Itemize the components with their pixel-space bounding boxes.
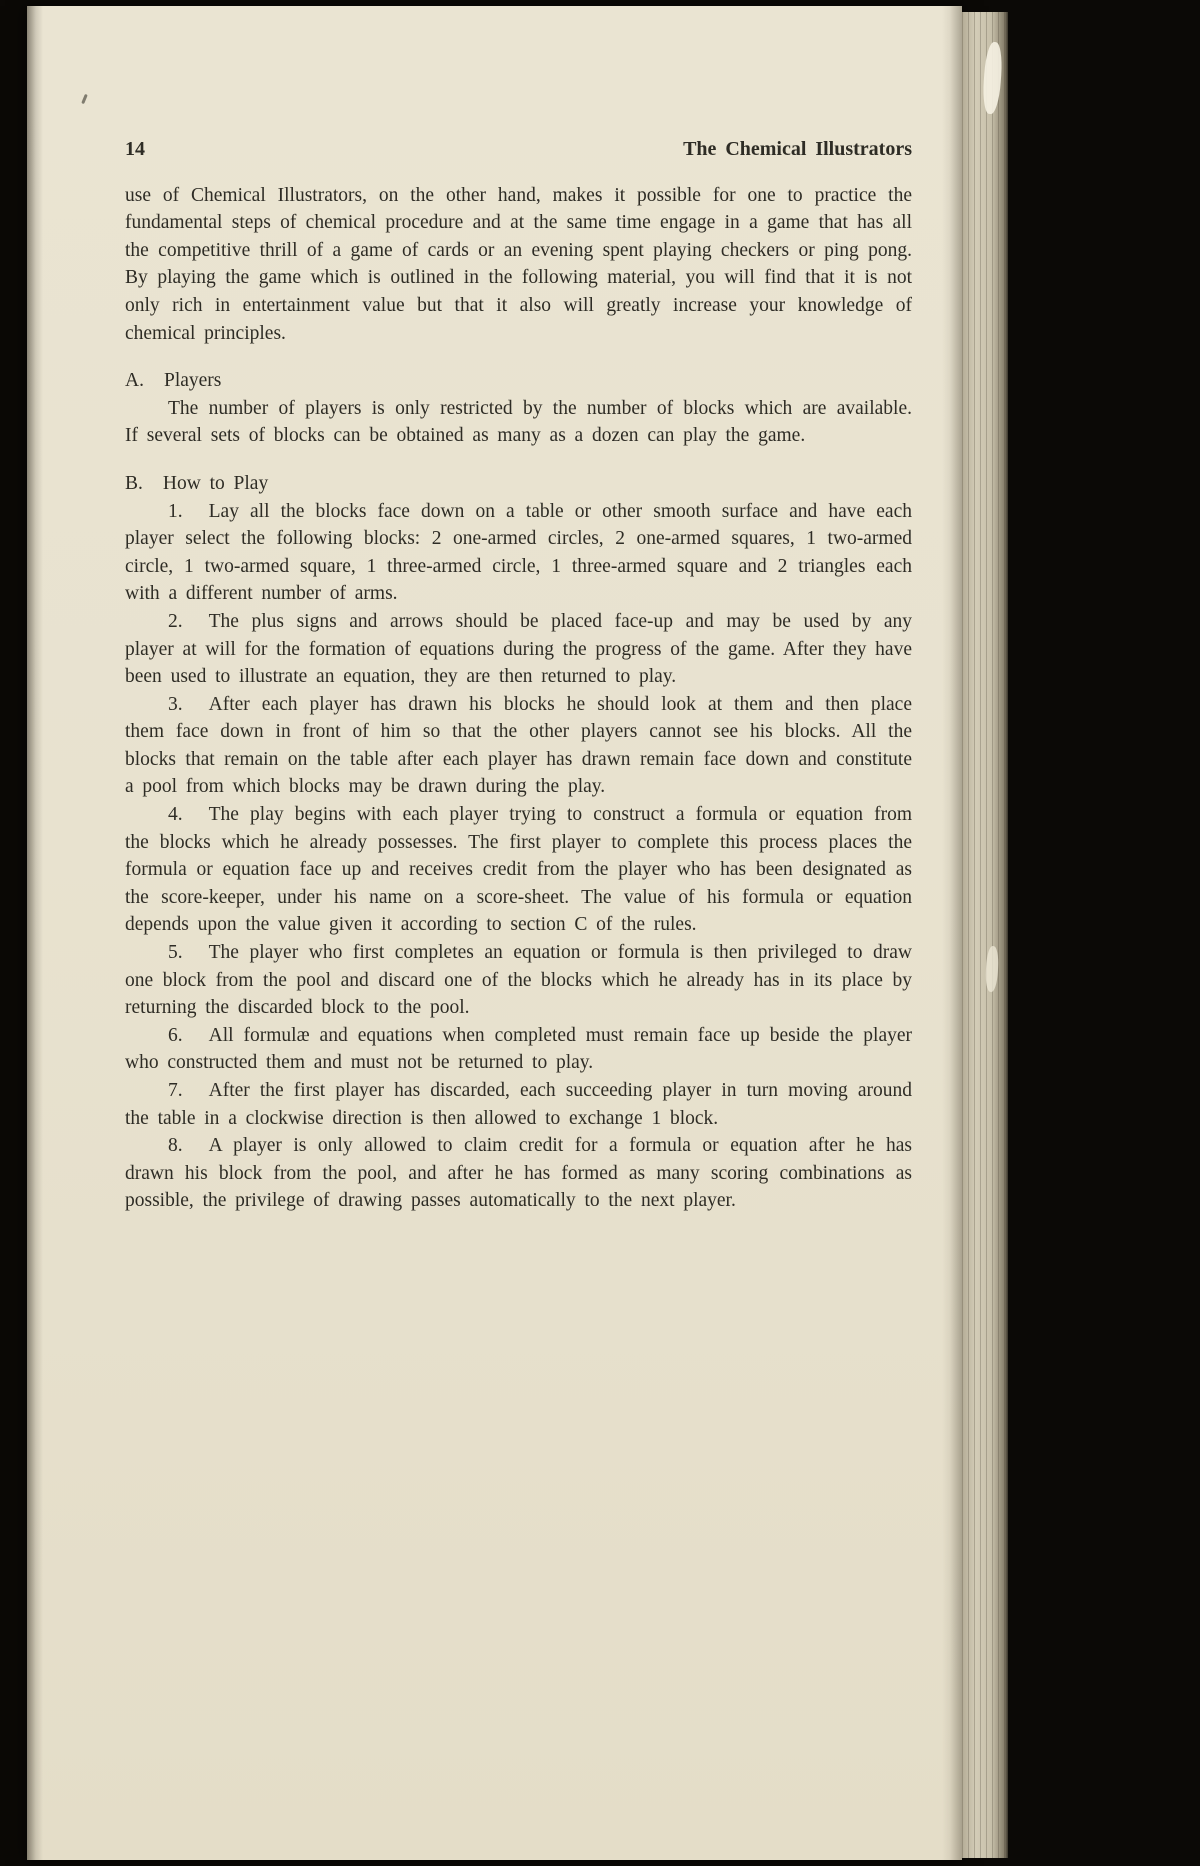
rule-number: 1. xyxy=(168,500,183,522)
rule-item-3 xyxy=(125,691,912,801)
stacked-page-edges xyxy=(962,12,1008,1858)
section-title: Players xyxy=(163,370,222,392)
section-a-paragraph: The number of players is only restricted by the number of blocks which are available. If several sets of blocks can be obtained as many as a dozen can play the game. xyxy=(125,397,912,447)
rule-number: 6. xyxy=(168,1024,183,1046)
rule-item-1 xyxy=(125,498,912,608)
rule-item-8 xyxy=(125,1132,912,1215)
rule-text: A player is only allowed to claim credit for a formula or equation after he has drawn his block from the pool, and after he has formed as many scoring combinations as possible, the privilege of drawing passes automatically to the next player. xyxy=(125,1135,912,1212)
section-letter: A. xyxy=(125,370,144,392)
section-letter: B. xyxy=(125,472,143,494)
rule-text: After each player has drawn his blocks he should look at them and then place them face down in front of him so that the other players cannot see his blocks. All the blocks that remain on the table after each player has drawn remain face down and constitute a pool from which blocks may be drawn during the play. xyxy=(125,693,912,798)
section-title: How to Play xyxy=(162,472,269,494)
section-heading-b xyxy=(125,470,912,498)
page-content xyxy=(125,136,912,1215)
book-page xyxy=(27,6,962,1860)
rule-item-7 xyxy=(125,1077,912,1132)
running-title: The Chemical Illustrators xyxy=(683,138,912,160)
rule-item-2 xyxy=(125,608,912,691)
ink-smudge xyxy=(81,94,88,104)
page-number: 14 xyxy=(125,138,145,160)
rule-text: All formulæ and equations when completed must remain face up beside the player who constructed them and must not be returned to play. xyxy=(125,1024,912,1074)
section-heading-a xyxy=(125,367,912,395)
intro-paragraph: use of Chemical Illustrators, on the other hand, makes it possible for one to practice the fundamental steps of chemical procedure and at the same time engage in a game that has all the competitive thrill of a game of cards or an evening spent playing checkers or ping pong. By playing the game which is outlined in the following material, you will find that it is not only rich in entertainment value but that it also will greatly increase your knowledge of chemical principles. xyxy=(125,184,912,344)
rule-text: The play begins with each player trying to construct a formula or equation from the blocks which he already possesses. The first player to complete this process places the formula or equation face up and receives credit from the player who has been designated as the score-keeper, under his name on a score-sheet. The value of his formula or equation depends upon the value given it according to section C of the rules. xyxy=(125,804,912,936)
rule-text: After the first player has discarded, each succeeding player in turn moving around the table in a clockwise direction is then allowed to exchange 1 block. xyxy=(125,1080,912,1129)
rule-number: 8. xyxy=(168,1135,183,1157)
rule-number: 3. xyxy=(168,693,183,715)
rule-item-5 xyxy=(125,939,912,1022)
rule-number: 2. xyxy=(168,610,183,632)
rule-item-4 xyxy=(125,801,912,939)
rule-number: 5. xyxy=(168,942,183,964)
running-head xyxy=(125,136,912,164)
rule-text: The plus signs and arrows should be placed face-up and may be used by any player at will for the formation of equations during the progress of the game. After they have been used to illustrate an equation, they are then returned to play. xyxy=(125,610,912,688)
rule-number: 4. xyxy=(168,804,183,826)
rule-text: The player who first completes an equation or formula is then privileged to draw one block from the pool and discard one of the blocks which he already has in its place by returning the discarded block to the pool. xyxy=(125,942,912,1019)
rule-number: 7. xyxy=(168,1080,183,1101)
rule-item-6 xyxy=(125,1022,912,1077)
rule-text: Lay all the blocks face down on a table or other smooth surface and have each player select the following blocks: 2 one-armed circles, 2 one-armed squares, 1 two-armed circle, 1 two-armed square, 1 three-armed circle, 1 three-armed square and 2 triangles each with a different number of arms. xyxy=(125,500,912,605)
